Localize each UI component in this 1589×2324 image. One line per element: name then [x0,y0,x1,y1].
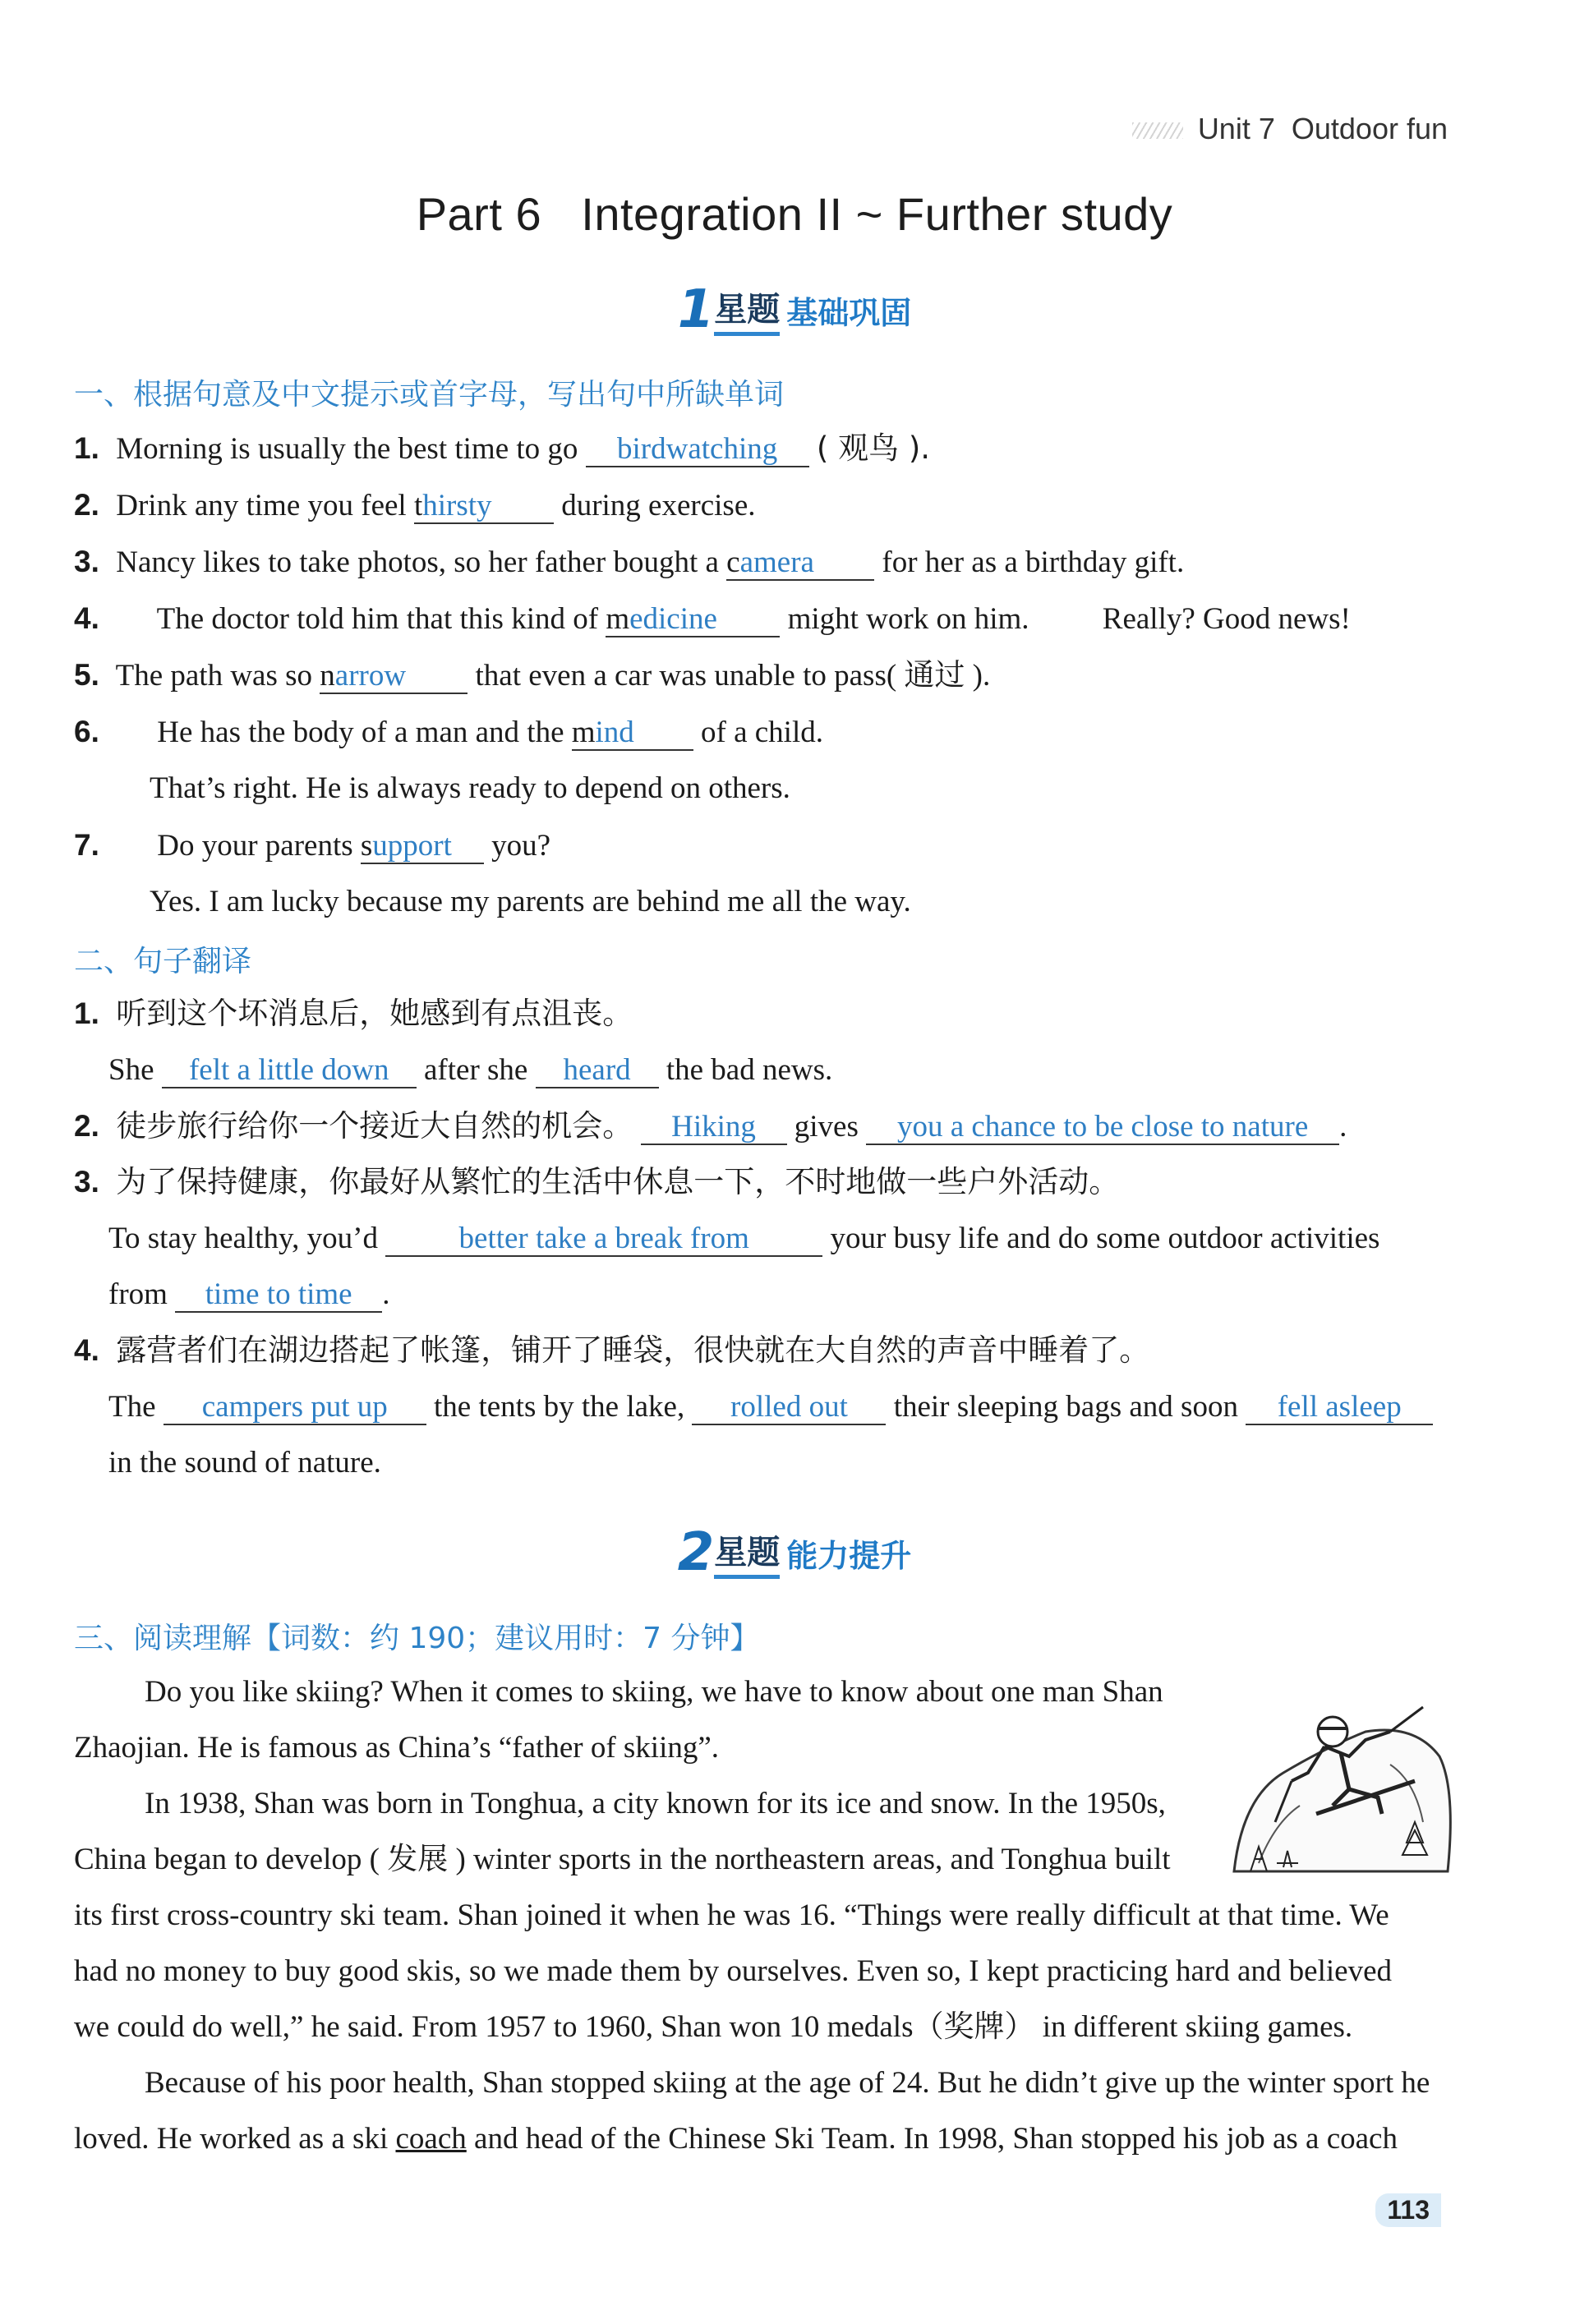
answer-blank: time to time [175,1278,382,1313]
section-heading-1: 一、根据句意及中文提示或首字母，写出句中所缺单词 [74,378,785,412]
star-level-number: 2 [677,1522,715,1583]
section-heading-2: 二、句子翻译 [74,945,252,978]
translation-4-chinese: 4. 露营者们在湖边搭起了帐篷，铺开了睡袋，很快就在大自然的声音中睡着了。 [74,1332,1150,1368]
answer-blank: medicine [606,603,780,637]
reading-p2-line4: had no money to buy good skis, so we made them by ourselves. Even so, I kept practicing hard and believed [74,1954,1392,1988]
answer-blank: better take a break from [385,1222,822,1257]
translation-1-chinese: 1. 听到这个坏消息后，她感到有点沮丧。 [74,996,633,1031]
reading-p1-line1: Do you like skiing? When it comes to skiing, we have to know about one man Shan [145,1675,1163,1709]
reading-p3-line1: Because of his poor health, Shan stopped skiing at the age of 24. But he didn’t give up the winter sport he [145,2066,1430,2100]
translation-1-english: She felt a little down after she heard the bad news. [108,1053,833,1087]
answer-blank: birdwatching [586,433,809,467]
question-7: 7. Do your parents support you? [74,828,551,863]
question-7-response: Yes. I am lucky because my parents are behind me all the way. [150,885,911,918]
star-label: 星题 [714,283,780,336]
skier-illustration [1226,1699,1456,1880]
question-1: 1. Morning is usually the best time to go birdwatching ( 观鸟 ). [74,430,931,466]
star-banner-2 [0,1522,1589,1583]
question-5: 5. The path was so narrow that even a car was unable to pass( 通过 ). [74,658,991,693]
question-4: 4. The doctor told him that this kind of medicine might work on him. Really? Good news! [74,601,1351,636]
answer-blank: mind [572,716,693,751]
page-header [1132,112,1448,146]
header-topic: Outdoor fun [1291,112,1448,145]
answer-blank: support [361,830,484,864]
translation-2: 2. 徒步旅行给你一个接近大自然的机会。 Hiking gives you a chance to be close to nature . [74,1108,1347,1144]
answer-blank: camera [726,546,874,581]
page-title: Part 6 Integration II ~ Further study [416,188,1173,240]
answer-blank: thirsty [414,490,554,524]
answer-blank: felt a little down [162,1054,417,1088]
translation-4-english: The campers put up the tents by the lake, rolled out their sleeping bags and soon fell asleep [108,1387,1458,1427]
page-number: 113 [1375,2193,1441,2227]
section-heading-3: 三、阅读理解【词数：约 190；建议用时：7 分钟】 [74,1622,760,1655]
translation-3-chinese: 3. 为了保持健康，你最好从繁忙的生活中休息一下，不时地做一些户外活动。 [74,1164,1120,1199]
question-3: 3. Nancy likes to take photos, so her father bought a camera for her as a birthday gift. [74,545,1185,579]
star-level-number: 1 [677,279,715,340]
header-unit: Unit 7 [1197,112,1275,145]
question-6: 6. He has the body of a man and the mind of a child. [74,715,823,749]
reading-p1-line2: Zhaojian. He is famous as China’s “father of skiing”. [74,1731,720,1765]
translation-4-english-cont: in the sound of nature. [108,1446,381,1480]
star-banner-1 [0,279,1589,340]
answer-blank: rolled out [692,1391,886,1425]
header-hatch-decoration [1132,122,1183,139]
reading-p2-line1: In 1938, Shan was born in Tonghua, a city known for its ice and snow. In the 1950s, [145,1787,1166,1820]
reading-p2-line2: China began to develop ( 发展 ) winter sports in the northeastern areas, and Tonghua built [74,1843,1171,1876]
translation-3-english: To stay healthy, you’d better take a break from your busy life and do some outdoor activities [108,1222,1380,1255]
question-6-response: That’s right. He is always ready to depend on others. [150,771,790,805]
underlined-word-coach: coach [395,2122,467,2156]
reading-p2-line3: its first cross-country ski team. Shan joined it when he was 16. “Things were really difficult at that time. We [74,1898,1389,1932]
answer-blank: you a chance to be close to nature [866,1111,1339,1145]
answer-blank: narrow [320,660,467,694]
answer-blank: Hiking [641,1111,787,1145]
answer-blank: heard [536,1054,659,1088]
star-label: 星题 [714,1526,780,1579]
banner-subtitle: 基础巩固 [786,294,912,331]
answer-blank: fell asleep [1246,1391,1433,1425]
banner-subtitle: 能力提升 [786,1537,912,1574]
question-2: 2. Drink any time you feel thirsty during exercise. [74,488,756,522]
answer-blank: campers put up [164,1391,426,1425]
reading-p3-line2: loved. He worked as a ski coach and head of the Chinese Ski Team. In 1998, Shan stopped his job as a coach [74,2122,1398,2156]
translation-3-english-cont: from time to time . [108,1277,390,1311]
reading-p2-line5: we could do well,” he said. From 1957 to 1960, Shan won 10 medals（奖牌） in different skiing games. [74,2010,1353,2044]
